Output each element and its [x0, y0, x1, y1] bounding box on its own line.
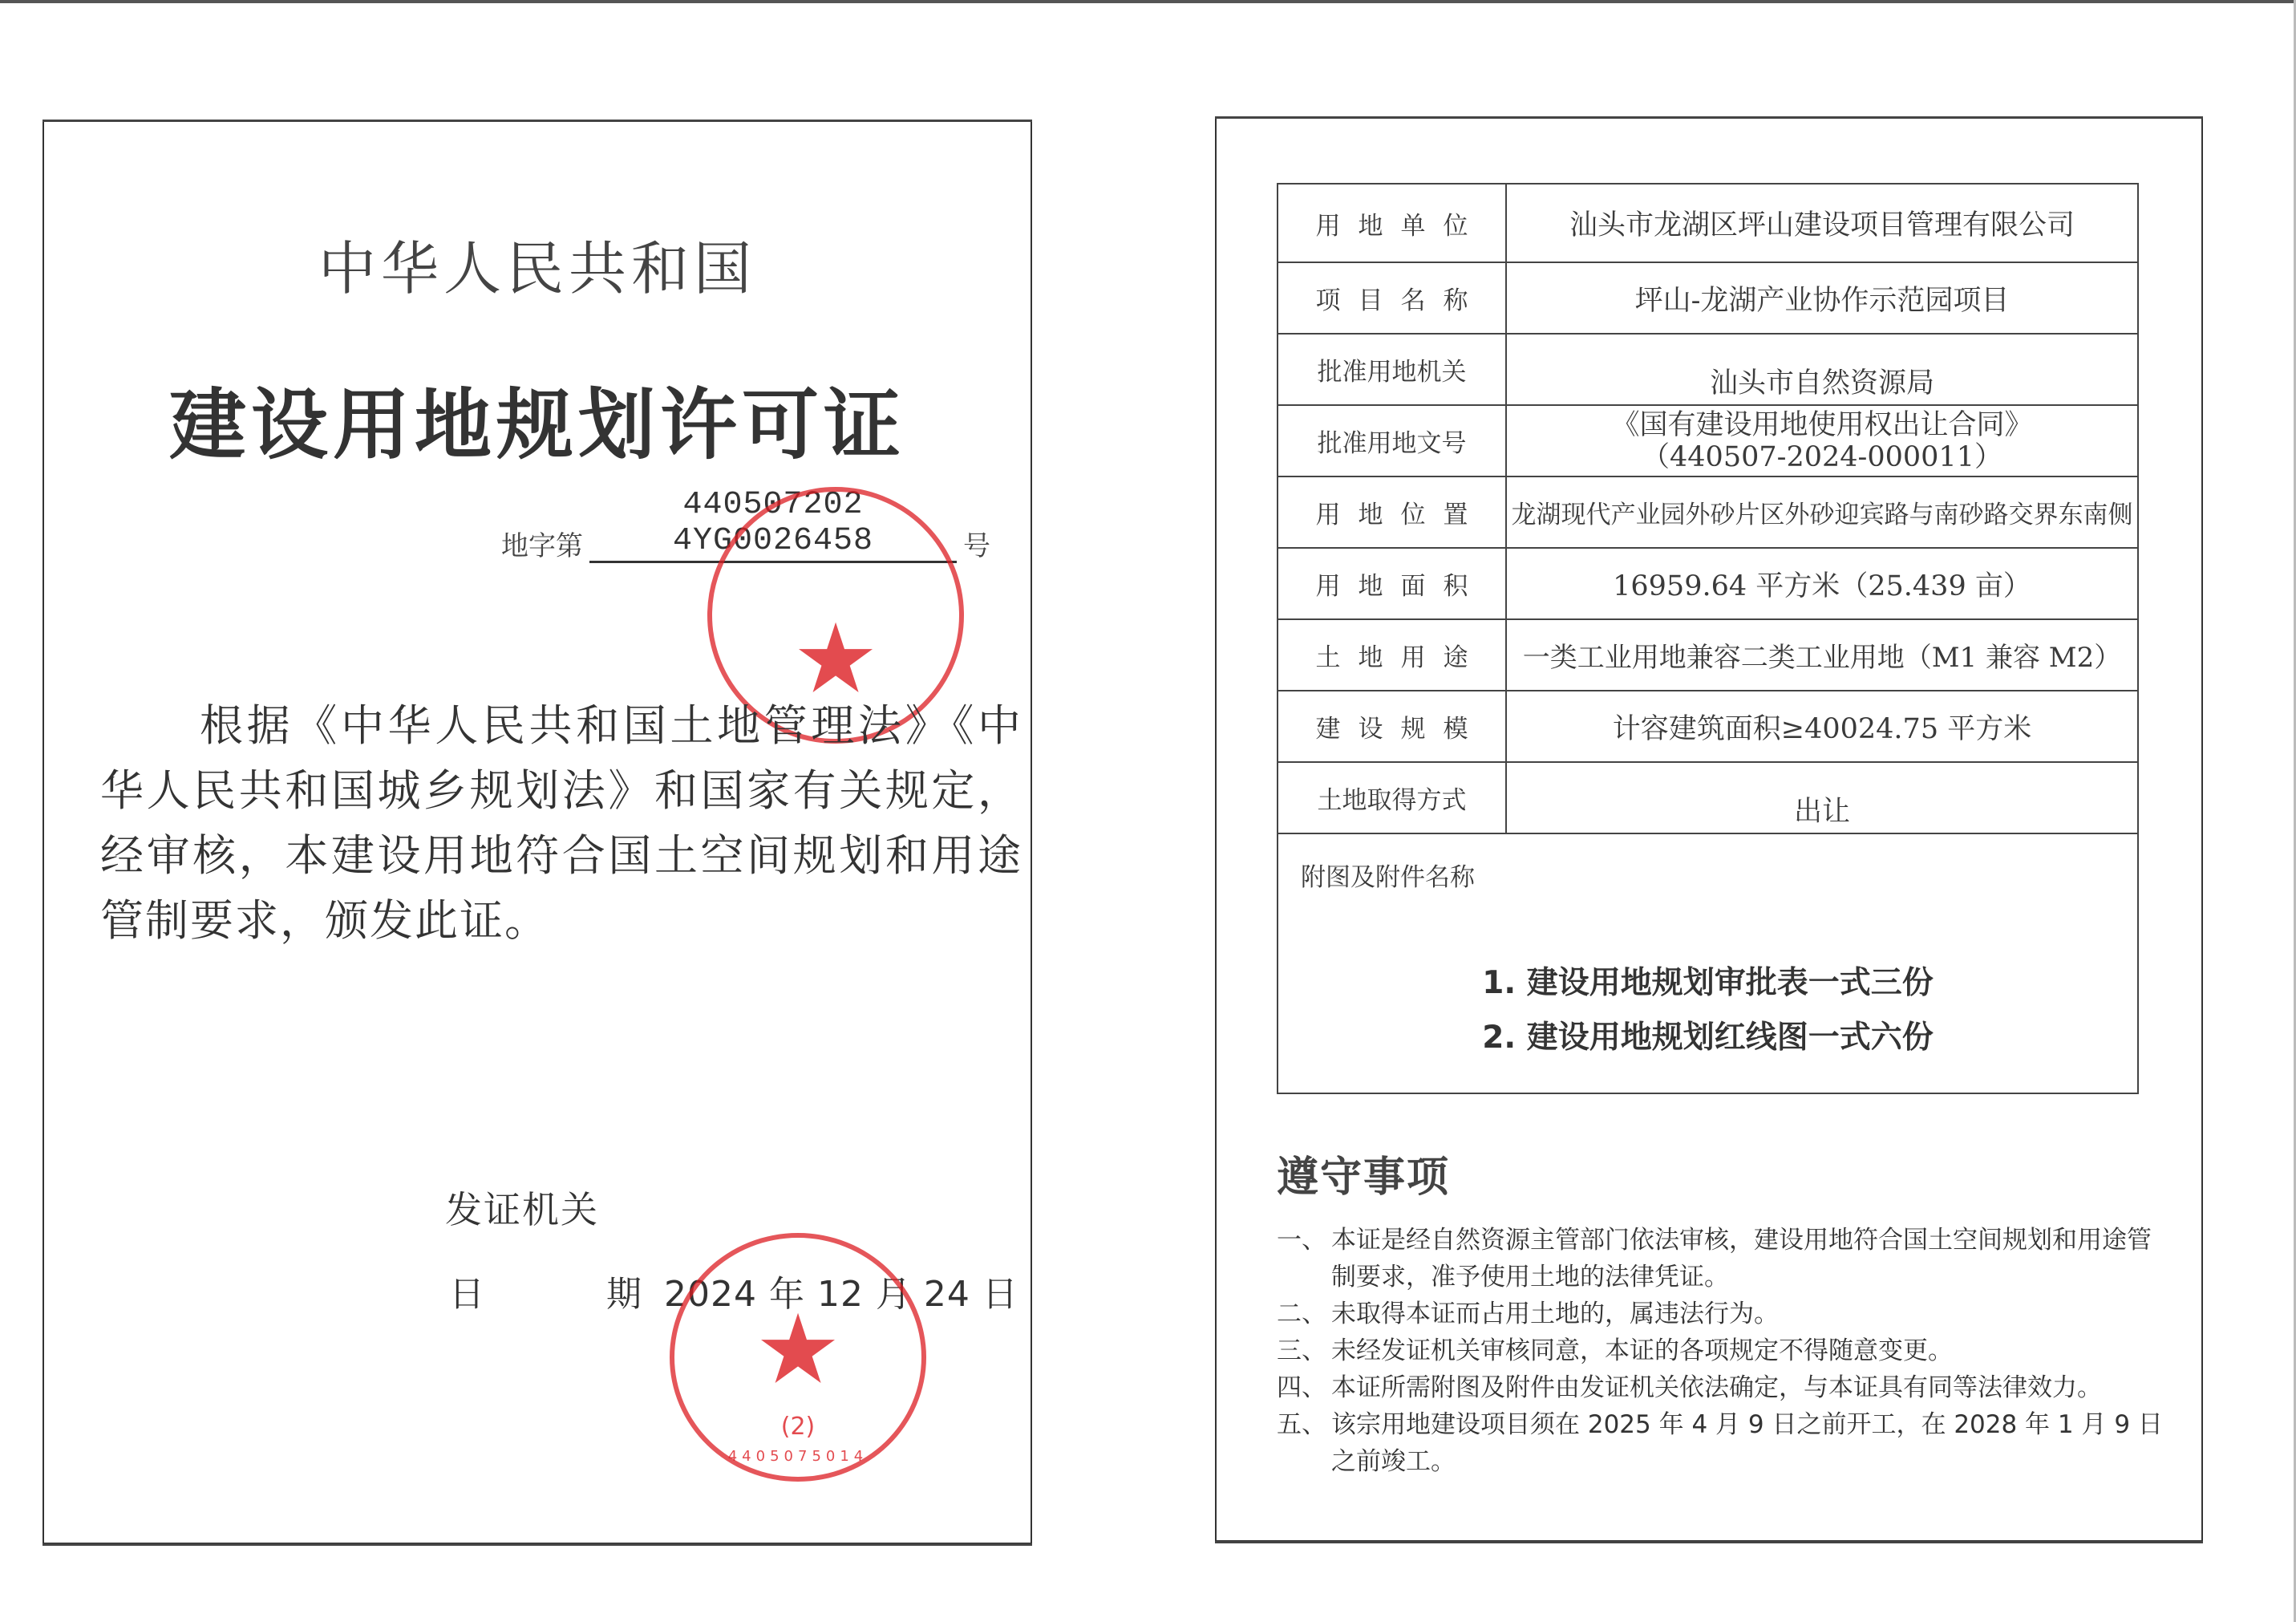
- note-item: [1277, 1406, 2175, 1480]
- notes-list: [1277, 1222, 2175, 1480]
- note-number: 二、: [1277, 1300, 1326, 1328]
- row-label: 建设规模: [1278, 691, 1506, 762]
- permit-number-value: 440507202 4YG0026458: [672, 487, 874, 559]
- note-item: [1277, 1296, 2175, 1332]
- note-item: [1277, 1222, 2175, 1296]
- row-value: 汕头市自然资源局: [1506, 334, 2138, 405]
- permit-number-prefix: 地字第: [501, 530, 583, 562]
- row-label: 项目名称: [1278, 262, 1506, 334]
- note-number: 四、: [1277, 1373, 1326, 1402]
- permit-number-field: [589, 487, 957, 563]
- scan-edge: [0, 0, 2296, 3]
- date-value: 2024 年 12 月 24 日: [664, 1274, 1018, 1315]
- table-row: [1278, 262, 2138, 334]
- row-value: 龙湖现代产业园外砂片区外砂迎宾路与南砂路交界东南侧: [1506, 476, 2138, 548]
- note-text: 未取得本证而占用土地的，属违法行为。: [1331, 1300, 1779, 1328]
- note-text: 未经发证机关审核同意，本证的各项规定不得随意变更。: [1331, 1336, 1953, 1365]
- note-text: 该宗用地建设项目须在 2025 年 4 月 9 日之前开工，在 2028 年 1 月 9 日之前竣工。: [1331, 1410, 2163, 1476]
- certificate-cover-page: [43, 120, 1032, 1544]
- attachment-item: 1. 建设用地规划审批表一式三份: [1482, 965, 1934, 1001]
- certificate-statement: 根据《中华人民共和国土地管理法》《中华人民共和国城乡规划法》和国家有关规定，经审核，本建设用地符合国土空间规划和用途管制要求，颁发此证。: [100, 700, 1022, 946]
- land-use-details-table: [1277, 183, 2139, 1094]
- date-label-part: 期: [606, 1274, 642, 1315]
- table-row: [1278, 619, 2138, 691]
- note-text: 本证是经自然资源主管部门依法审核，建设用地符合国土空间规划和用途管制要求，准予使用土地的法律凭证。: [1331, 1226, 2152, 1292]
- row-value: 计容建筑面积≥40024.75 平方米: [1506, 691, 2138, 762]
- country-name: 中华人民共和国: [318, 235, 756, 302]
- row-label: 批准用地文号: [1278, 405, 1506, 476]
- row-value: 16959.64 平方米（25.439 亩）: [1506, 548, 2138, 619]
- table-row: [1278, 691, 2138, 762]
- note-item: [1277, 1369, 2175, 1406]
- row-value: 出让: [1506, 762, 2138, 833]
- approval-document-number: （440507-2024-000011）: [1642, 440, 2002, 473]
- date-label: [449, 1265, 642, 1316]
- attachments-list: [1278, 956, 2137, 1065]
- row-value: 坪山-龙湖产业协作示范园项目: [1506, 262, 2138, 334]
- certificate-details-page: [1215, 117, 2203, 1542]
- row-value: 汕头市龙湖区坪山建设项目管理有限公司: [1506, 184, 2138, 262]
- note-item: [1277, 1332, 2175, 1369]
- row-label: 用地单位: [1278, 184, 1506, 262]
- row-label: 土地用途: [1278, 619, 1506, 691]
- certificate-title: 建设用地规划许可证: [169, 380, 905, 470]
- seal-serial: 4405075014: [727, 1448, 869, 1465]
- row-value: [1506, 405, 2138, 476]
- issue-date: [449, 1265, 1018, 1316]
- row-label: 用地面积: [1278, 548, 1506, 619]
- note-number: 一、: [1277, 1226, 1326, 1255]
- note-text: 本证所需附图及附件由发证机关依法确定，与本证具有同等法律效力。: [1331, 1373, 2102, 1402]
- row-label: 土地取得方式: [1278, 762, 1506, 833]
- star-icon: ★: [792, 603, 879, 716]
- table-row: [1278, 762, 2138, 833]
- attachments-label: 附图及附件名称: [1301, 863, 1475, 892]
- date-label-part: 日: [449, 1274, 484, 1315]
- seal-subtext: (2): [780, 1413, 816, 1441]
- table-row: [1278, 184, 2138, 262]
- row-label: 用地位置: [1278, 476, 1506, 548]
- attachments-cell: [1278, 833, 2138, 1093]
- table-row: [1278, 334, 2138, 405]
- row-label: 批准用地机关: [1278, 334, 1506, 405]
- note-number: 五、: [1277, 1410, 1326, 1439]
- notes-title: 遵守事项: [1277, 1154, 1451, 1202]
- table-row: [1278, 405, 2138, 476]
- permit-number: [501, 487, 990, 563]
- star-icon: ★: [755, 1294, 841, 1406]
- approval-document-name: 《国有建设用地使用权出让合同》: [1611, 408, 2033, 441]
- permit-number-suffix: 号: [963, 530, 990, 562]
- table-row: [1278, 548, 2138, 619]
- attachments-row: [1278, 833, 2138, 1093]
- note-number: 三、: [1277, 1336, 1326, 1365]
- attachment-item: 2. 建设用地规划红线图一式六份: [1482, 1020, 1934, 1056]
- table-row: [1278, 476, 2138, 548]
- row-value: 一类工业用地兼容二类工业用地（M1 兼容 M2）: [1506, 619, 2138, 691]
- issuer-label: 发证机关: [445, 1188, 599, 1231]
